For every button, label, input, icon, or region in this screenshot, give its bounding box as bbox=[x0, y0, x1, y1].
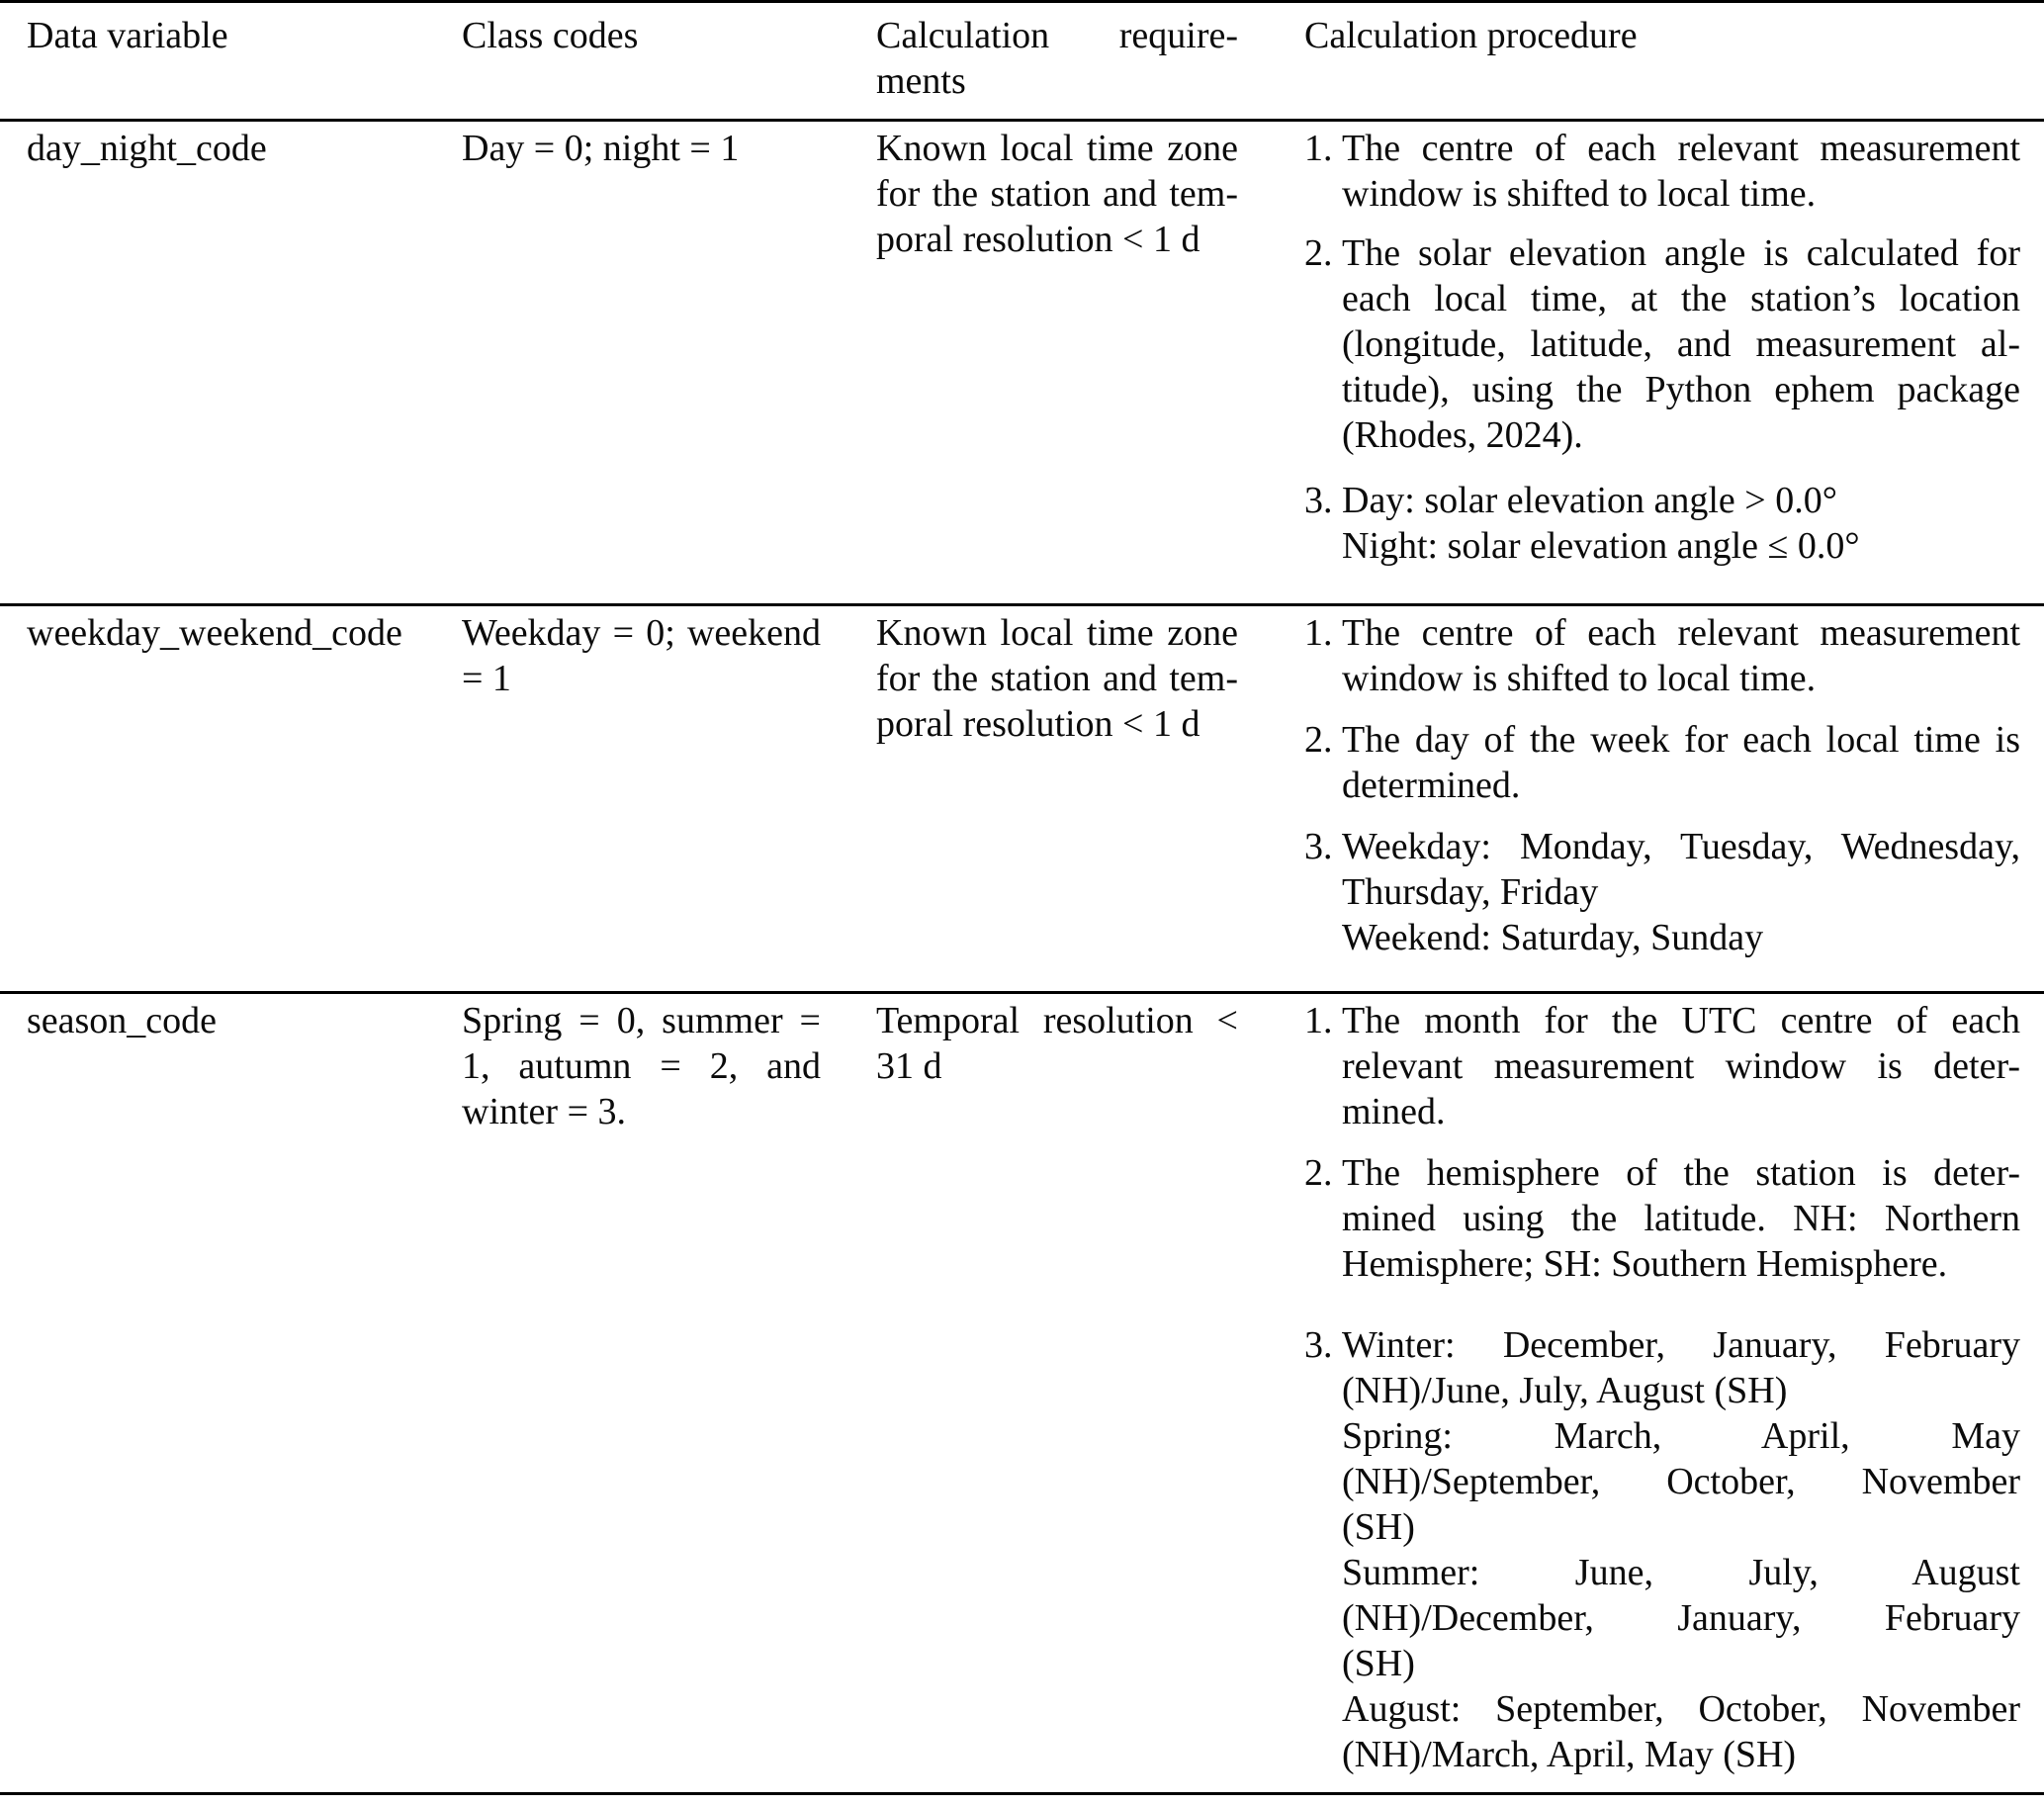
procedure-line: Night: solar elevation angle ≤ 0.0° bbox=[1342, 525, 1860, 567]
procedure-item bbox=[1304, 610, 2020, 701]
cell-data-variable bbox=[0, 122, 462, 603]
item-number: 2. bbox=[1304, 719, 1333, 761]
requirements-line: Known local time zone bbox=[876, 612, 1238, 654]
procedure-line: Weekend: Saturday, Sunday bbox=[1342, 917, 1764, 958]
header-calculation-requirements bbox=[876, 3, 1304, 119]
requirements-line: for the station and tem- bbox=[876, 173, 1238, 215]
procedure-item bbox=[1304, 478, 2020, 569]
header-class-codes bbox=[462, 3, 876, 119]
requirements-line: 31 d bbox=[876, 1045, 942, 1087]
procedure-line: (longitude, latitude, and measurement al- bbox=[1342, 323, 2020, 365]
class-codes-line: = 1 bbox=[462, 658, 511, 699]
variable-name: weekday_weekend_code bbox=[27, 612, 402, 654]
item-number: 3. bbox=[1304, 826, 1333, 867]
requirements-line: poral resolution < 1 d bbox=[876, 703, 1200, 745]
item-number: 2. bbox=[1304, 232, 1333, 274]
procedure-item bbox=[1304, 126, 2020, 217]
class-codes-line: Day = 0; night = 1 bbox=[462, 128, 740, 169]
procedure-item bbox=[1304, 824, 2020, 960]
item-number: 1. bbox=[1304, 1000, 1333, 1041]
table-row bbox=[0, 122, 2044, 603]
item-number: 2. bbox=[1304, 1152, 1333, 1194]
header-label-line: ments bbox=[876, 60, 966, 102]
item-number: 1. bbox=[1304, 612, 1333, 654]
item-text bbox=[1342, 1322, 2020, 1777]
procedure-line: relevant measurement window is deter- bbox=[1342, 1045, 2020, 1087]
requirements-line: for the station and tem- bbox=[876, 658, 1238, 699]
class-codes-line: winter = 3. bbox=[462, 1091, 627, 1132]
procedure-line: Day: solar elevation angle > 0.0° bbox=[1342, 480, 1837, 521]
cell-calculation-requirements bbox=[876, 994, 1304, 1792]
header-label: Data variable bbox=[27, 15, 228, 56]
procedure-line: Spring: March, April, May bbox=[1342, 1415, 2020, 1457]
procedure-line: (SH) bbox=[1342, 1506, 1415, 1548]
item-text bbox=[1342, 824, 2020, 960]
variable-name: season_code bbox=[27, 1000, 218, 1041]
procedure-line: mined using the latitude. NH: Northern bbox=[1342, 1198, 2020, 1239]
procedure-item bbox=[1304, 998, 2020, 1134]
header-label-line: Calculation require- bbox=[876, 15, 1238, 56]
procedure-line: each local time, at the station’s location bbox=[1342, 278, 2020, 319]
table-bottom-rule bbox=[0, 1792, 2044, 1795]
cell-data-variable bbox=[0, 606, 462, 991]
item-text bbox=[1342, 998, 2020, 1134]
procedure-line: August: September, October, November bbox=[1342, 1688, 2020, 1730]
procedure-item bbox=[1304, 1150, 2020, 1287]
procedure-item bbox=[1304, 717, 2020, 808]
table-row bbox=[0, 606, 2044, 991]
procedure-line: window is shifted to local time. bbox=[1342, 658, 1817, 699]
item-text bbox=[1342, 230, 2020, 458]
procedure-line: The hemisphere of the station is deter- bbox=[1342, 1152, 2020, 1194]
cell-calculation-procedure bbox=[1304, 994, 2044, 1792]
item-number: 1. bbox=[1304, 128, 1333, 169]
item-text bbox=[1342, 610, 2020, 701]
table-row bbox=[0, 994, 2044, 1792]
procedure-line: The day of the week for each local time is bbox=[1342, 719, 2020, 761]
procedure-line: titude), using the Python ephem package bbox=[1342, 369, 2020, 410]
procedure-line: Winter: December, January, February bbox=[1342, 1324, 2020, 1366]
procedure-line: The centre of each relevant measurement bbox=[1342, 612, 2020, 654]
procedure-line: The solar elevation angle is calculated for bbox=[1342, 232, 2020, 274]
item-text bbox=[1342, 126, 2020, 217]
item-text bbox=[1342, 478, 2020, 569]
procedure-line: mined. bbox=[1342, 1091, 1446, 1132]
procedure-line: window is shifted to local time. bbox=[1342, 173, 1817, 215]
class-codes-line: 1, autumn = 2, and bbox=[462, 1045, 821, 1087]
procedure-line: (SH) bbox=[1342, 1643, 1415, 1684]
requirements-line: Known local time zone bbox=[876, 128, 1238, 169]
procedure-line: Hemisphere; SH: Southern Hemisphere. bbox=[1342, 1243, 1948, 1285]
item-text bbox=[1342, 717, 2020, 808]
procedure-line: (NH)/March, April, May (SH) bbox=[1342, 1734, 1797, 1775]
cell-calculation-procedure bbox=[1304, 606, 2044, 991]
requirements-line: poral resolution < 1 d bbox=[876, 219, 1200, 260]
cell-class-codes bbox=[462, 122, 876, 603]
item-number: 3. bbox=[1304, 1324, 1333, 1366]
item-number: 3. bbox=[1304, 480, 1333, 521]
cell-calculation-requirements bbox=[876, 122, 1304, 603]
header-label: Calculation procedure bbox=[1304, 15, 1638, 56]
item-text bbox=[1342, 1150, 2020, 1287]
procedure-line: The centre of each relevant measurement bbox=[1342, 128, 2020, 169]
cell-calculation-procedure bbox=[1304, 122, 2044, 603]
requirements-line: Temporal resolution < bbox=[876, 1000, 1238, 1041]
header-data-variable bbox=[0, 3, 462, 119]
class-codes-line: Spring = 0, summer = bbox=[462, 1000, 821, 1041]
procedure-line: The month for the UTC centre of each bbox=[1342, 1000, 2020, 1041]
procedure-line: Thursday, Friday bbox=[1342, 871, 1599, 913]
class-codes-line: Weekday = 0; weekend bbox=[462, 612, 821, 654]
cell-class-codes bbox=[462, 994, 876, 1792]
procedure-line: Weekday: Monday, Tuesday, Wednesday, bbox=[1342, 826, 2020, 867]
cell-class-codes bbox=[462, 606, 876, 991]
header-label: Class codes bbox=[462, 15, 639, 56]
cell-data-variable bbox=[0, 994, 462, 1792]
procedure-line: determined. bbox=[1342, 765, 1521, 806]
table-header-row bbox=[0, 3, 2044, 119]
procedure-item bbox=[1304, 1322, 2020, 1777]
procedure-line: (NH)/December, January, February bbox=[1342, 1597, 2020, 1639]
header-calculation-procedure bbox=[1304, 3, 2044, 119]
procedure-line: (NH)/June, July, August (SH) bbox=[1342, 1370, 1788, 1411]
cell-calculation-requirements bbox=[876, 606, 1304, 991]
variable-name: day_night_code bbox=[27, 128, 267, 169]
procedure-line: Summer: June, July, August bbox=[1342, 1552, 2020, 1593]
procedure-item bbox=[1304, 230, 2020, 458]
procedure-line: (Rhodes, 2024). bbox=[1342, 414, 1583, 456]
procedure-line: (NH)/September, October, November bbox=[1342, 1461, 2020, 1502]
